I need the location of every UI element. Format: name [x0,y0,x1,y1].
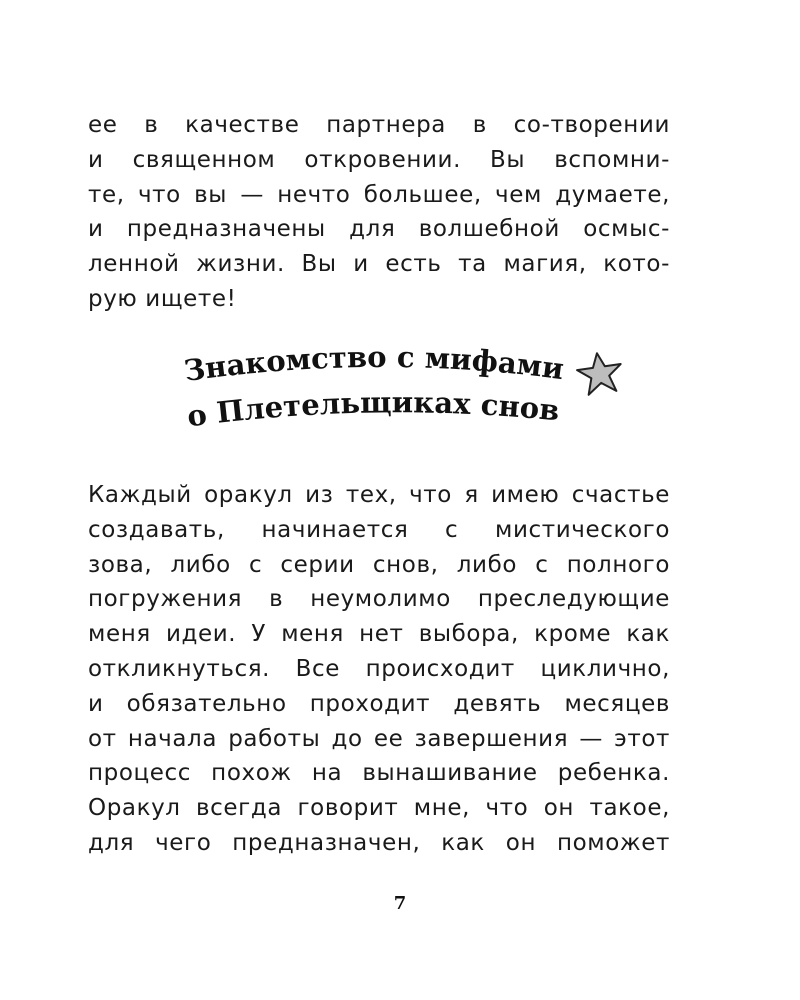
text-line: рую ищете! [88,285,237,312]
paragraph-intro [88,108,670,317]
paragraph-main [88,478,670,861]
text-line: меня идеи. У меня нет выбора, кроме как [88,621,670,648]
text-line: зова, либо с серии снов, либо с полного [88,551,670,578]
text-line: Каждый оракул из тех, что я имею счастье [88,482,670,508]
text-line: ее в качестве партнера в со-творении [88,112,670,138]
text-line: и предназначены для волшебной осмыс- [88,216,670,243]
text-line: и священном откровении. Вы вспомни- [88,146,670,173]
text-line: те, что вы — нечто большее, чем думаете, [88,181,670,208]
page-number: 7 [393,893,407,914]
text-line: погружения в неумолимо преследующие [88,586,670,613]
text-line: создавать, начинается с мистического [88,516,670,543]
heading-line-1 [182,340,566,388]
heading-line-2 [185,385,561,433]
text-line: Оракул всегда говорит мне, что он такое, [88,795,670,822]
text-line: откликнуться. Все происходит циклично, [88,655,670,682]
star-icon [575,350,624,396]
text-line: и обязательно проходит девять месяцев [88,690,670,717]
text-line: ленной жизни. Вы и есть та магия, кото- [88,251,670,278]
text-line: для чего предназначен, как он поможет [88,829,670,856]
section-heading [0,335,800,445]
heading-svg [0,335,800,445]
text-line: от начала работы до ее завершения — этот [88,725,670,752]
heading-line-2-path: о Плетельщиках снов [185,385,562,434]
text-line: процесс похож на вынашивание ребенка. [88,760,670,787]
heading-line-1-path: Знакомство с мифами [182,339,566,389]
